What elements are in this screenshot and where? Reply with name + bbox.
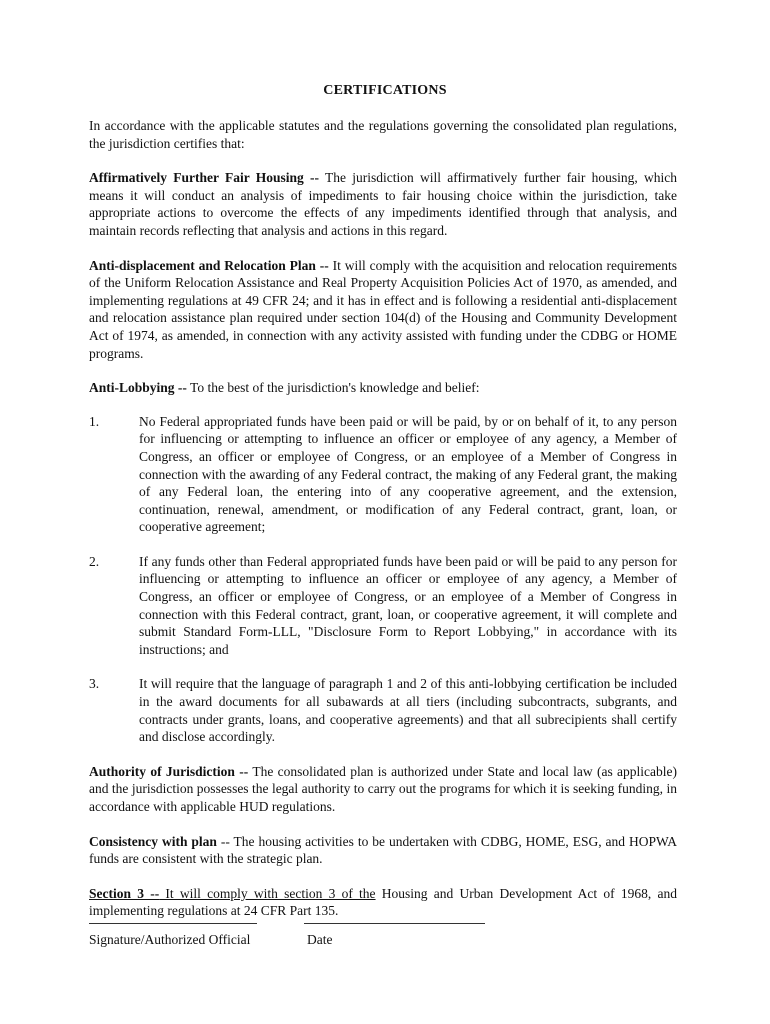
signature-line[interactable] (89, 923, 257, 924)
authority-heading: Authority of Jurisdiction -- (89, 763, 249, 779)
consistency-paragraph (89, 833, 677, 868)
consistency-text: -- The housing activities to be undertaken with CDBG, HOME, ESG, and HOPWA funds are consistent with the strategic plan. (89, 833, 677, 867)
anti-displacement-paragraph (89, 257, 677, 363)
affh-text: The jurisdiction will affirmatively further fair housing, which means it will conduct an analysis of impediments to fair housing choice within the jurisdiction, take appropriate actions to overcome the effects of any impediments identified through that analysis, and maintain records reflecting that analysis and actions in this regard. (89, 170, 677, 238)
affh-heading: Affirmatively Further Fair Housing -- (89, 170, 319, 186)
list-item-number: 2. (89, 553, 100, 569)
anti-lobbying-text: To the best of the jurisdiction's knowledge and belief: (186, 380, 480, 396)
list-item-number: 3. (89, 676, 100, 692)
anti-displacement-text: It will comply with the acquisition and relocation requirements of the Uniform Relocation Assistance and Real Property Acquisition Policies Act of 1970, as amended, and implementing regulations at 49 CFR 24; and it has in effect and is following a residential anti-displacement and relocation assistance plan required under section 104(d) of the Housing and Community Development Act of 1974, as amended, in connection with any activity assisted with funding under the CDBG or HOME programs. (89, 257, 677, 361)
list-item (89, 553, 677, 659)
date-line[interactable] (304, 923, 485, 924)
list-item (89, 413, 677, 536)
list-item-number: 1. (89, 413, 100, 429)
authority-text: The consolidated plan is authorized under State and local law (as applicable) and the jurisdiction possesses the legal authority to carry out the programs for which it is seeking funding, in accordance with applicable HUD regulations. (89, 763, 677, 814)
page-title: CERTIFICATIONS (323, 83, 447, 98)
list-item (89, 675, 677, 745)
anti-lobbying-paragraph (89, 379, 677, 397)
anti-lobbying-heading: Anti-Lobbying -- (89, 380, 187, 396)
section3-heading: Section 3 -- (89, 885, 160, 901)
list-item-text: If any funds other than Federal appropriated funds have been paid or will be paid to any person for influencing or attempting to influence an officer or employee of any agency, a Member of Congress, an officer or employee of Congress, or an employee of a Member of Congress in connection with this Federal contract, grant, loan, or cooperative agreement, it will complete and submit Standard Form-LLL, "Disclosure Form to Report Lobbying," in accordance with its instructions; and (139, 553, 677, 657)
section3-text: Housing and Urban Development Act of 1968, and implementing regulations at 24 CFR Part 135. (89, 885, 677, 919)
date-label: Date (307, 932, 333, 947)
intro-paragraph: In accordance with the applicable statutes and the regulations governing the consolidated plan regulations, the jurisdiction certifies that: (89, 118, 677, 151)
list-item-text: No Federal appropriated funds have been paid or will be paid, by or on behalf of it, to any person for influencing or attempting to influence an officer or employee of any agency, a Member of Congress, an officer or employee of Congress, or an employee of a Member of Congress in connection with the awarding of any Federal contract, the making of any Federal grant, the making of any Federal loan, the entering into of any cooperative agreement, and the extension, continuation, renewal, amendment, or modification of any Federal contract, grant, loan, or cooperative agreement; (139, 413, 677, 535)
signature-block (89, 908, 689, 958)
consistency-heading: Consistency with plan (89, 833, 217, 849)
authority-paragraph (89, 763, 677, 816)
section3-underlined-text: It will comply with section 3 of the (159, 885, 376, 901)
affh-paragraph (89, 169, 677, 239)
signature-label: Signature/Authorized Official (89, 932, 251, 947)
anti-displacement-heading: Anti-displacement and Relocation Plan -- (89, 257, 329, 273)
list-item-text: It will require that the language of paragraph 1 and 2 of this anti-lobbying certification be included in the award documents for all subawards at all tiers (including subcontracts, subgrants, and contracts under grants, loans, and cooperative agreements) and that all subrecipients shall certify and disclose accordingly. (139, 676, 677, 745)
certification-body (89, 117, 677, 937)
